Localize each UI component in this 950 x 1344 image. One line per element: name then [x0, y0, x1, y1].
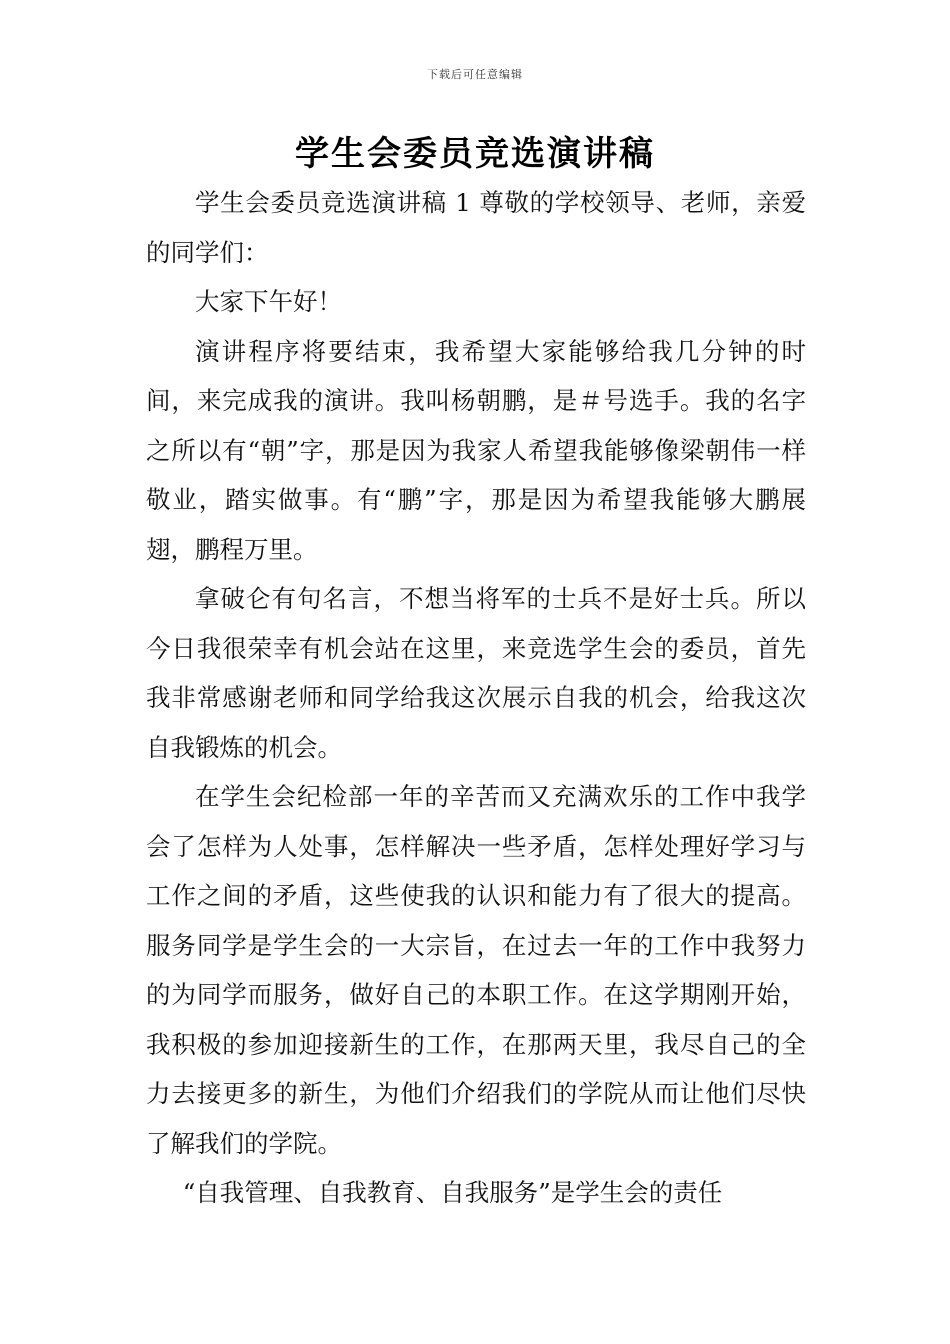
paragraph: 大家下午好！ [195, 287, 342, 316]
header-note: 下载后可任意编辑 [427, 68, 523, 81]
paragraph: 在学生会纪检部一年的辛苦而又充满欢乐的工作中我学会了怎样为人处事，怎样解决一些矛盾，怎样处理好学习与工作之间的矛盾，这些使我的认识和能力有了很大的提高。服务同学是学生会的一大宗旨，在过去一年的工作中我努力的为同学而服务，做好自己的本职工作。在这学期刚开始，我积极的参加迎接新生的工作，在那两天里，我尽自己的全力去接更多的新生，为他们介绍我们的学院从而让他们尽快了解我们的学院。 [146, 782, 806, 1158]
document-body [146, 178, 806, 1218]
paragraph: 学生会委员竞选演讲稿 1 尊敬的学校领导、老师，亲爱的同学们： [146, 188, 806, 267]
paragraph: “自我管理、自我教育、自我服务”是学生会的责任 [182, 1178, 723, 1207]
paragraph: 演讲程序将要结束，我希望大家能够给我几分钟的时间，来完成我的演讲。我叫杨朝鹏，是＃号选手。我的名字之所以有“朝”字，那是因为我家人希望我能够像梁朝伟一样敬业，踏实做事。有“鹏”字，那是因为希望我能够大鹏展翅，鹏程万里。 [146, 336, 806, 564]
document-title: 学生会委员竞选演讲稿 [295, 134, 655, 174]
paragraph: 拿破仑有句名言，不想当将军的士兵不是好士兵。所以今日我很荣幸有机会站在这里，来竞选学生会的委员，首先我非常感谢老师和同学给我这次展示自我的机会，给我这次自我锻炼的机会。 [146, 584, 806, 762]
